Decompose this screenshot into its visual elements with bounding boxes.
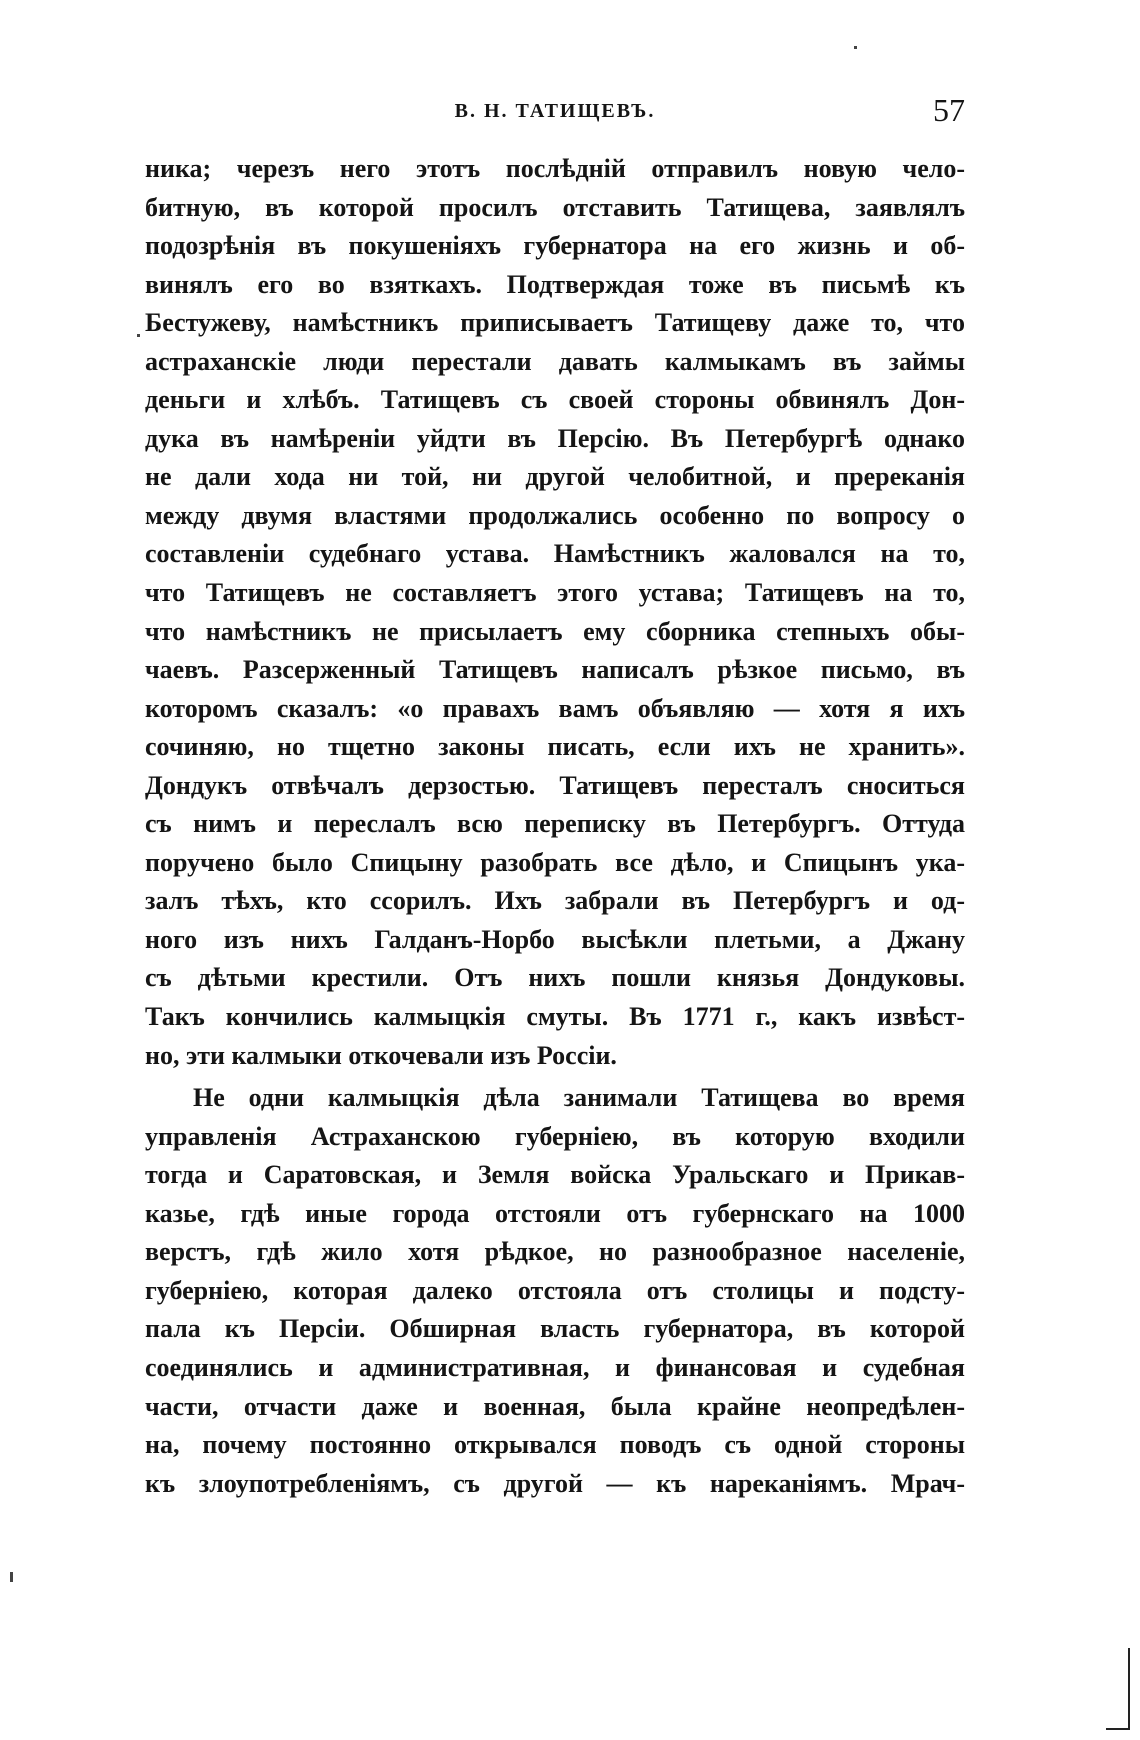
page-number: 57 [933,92,965,128]
paragraph-2 [145,1079,965,1503]
text-line: верстъ, гдѣ жило хотя рѣдкое, но разнообразное населеніе, [145,1237,965,1267]
text-line: Бестужеву, намѣстникъ приписываетъ Татищеву даже то, что [145,308,965,338]
running-head [145,92,965,132]
text-line: Не одни калмыцкія дѣла занимали Татищева во время [193,1083,965,1113]
text-line: которомъ сказалъ: «о правахъ вамъ объявляю — хотя я ихъ [145,693,965,723]
text-line: Такъ кончились калмыцкія смуты. Въ 1771 г., какъ извѣст- [145,1002,965,1032]
scan-speck [137,334,140,337]
text-line: что Татищевъ не составляетъ этого устава; Татищевъ на то, [145,578,965,608]
text-line: пала къ Персіи. Обширная власть губернатора, въ которой [145,1314,965,1344]
text-line: что намѣстникъ не присылаетъ ему сборника степныхъ обы- [145,616,965,646]
paragraph-1 [145,150,965,1075]
running-title: В. Н. ТАТИЩЕВЪ. [454,100,656,122]
text-line: ного изъ нихъ Галданъ-Норбо высѣкли плетьми, а Джану [145,924,965,954]
text-line: залъ тѣхъ, кто ссорилъ. Ихъ забрали въ Петербургъ и од- [145,886,965,916]
text-line: губерніею, которая далеко отстояла отъ столицы и подсту- [145,1275,965,1305]
text-line: подозрѣнія въ покушеніяхъ губернатора на его жизнь и об- [145,231,965,261]
text-line: части, отчасти даже и военная, была крайне неопредѣлен- [145,1391,965,1421]
text-line: сочиняю, но тщетно законы писать, если ихъ не хранить». [145,732,965,762]
text-line: къ злоупотребленіямъ, съ другой — къ нареканіямъ. Мрач- [145,1468,965,1498]
text-line: деньги и хлѣбъ. Татищевъ съ своей стороны обвинялъ Дон- [145,385,965,415]
scan-speck [854,46,857,49]
scan-corner-mark [1106,1648,1130,1730]
text-line: битную, въ которой просилъ отставить Татищева, заявлялъ [145,192,965,222]
text-line: Дондукъ отвѣчалъ дерзостью. Татищевъ пересталъ сноситься [145,770,965,800]
text-line: составленіи судебнаго устава. Намѣстникъ жаловался на то, [145,539,965,569]
text-line: ника; черезъ него этотъ послѣдній отправилъ новую чело- [145,154,965,183]
text-line: казье, гдѣ иные города отстояли отъ губернскаго на 1000 [145,1198,965,1228]
text-line: съ дѣтьми крестили. Отъ нихъ пошли князья Дондуковы. [145,963,965,993]
text-line: тогда и Саратовская, и Земля войска Уральскаго и Прикав- [145,1160,965,1190]
text-line: чаевъ. Разсерженный Татищевъ написалъ рѣзкое письмо, въ [145,655,965,685]
text-line: на, почему постоянно открывался поводъ съ одной стороны [145,1430,965,1460]
text-line: дука въ намѣреніи уйдти въ Персію. Въ Петербургѣ однако [145,423,965,453]
text-line: но, эти калмыки откочевали изъ Россіи. [145,1040,617,1070]
text-line: винялъ его во взяткахъ. Подтверждая тоже въ письмѣ къ [145,269,965,299]
text-line: поручено было Спицыну разобрать все дѣло, и Спицынъ ука- [145,847,965,877]
scan-speck [10,1572,13,1582]
text-line: астраханскіе люди перестали давать калмыкамъ въ займы [145,346,965,376]
text-line: соединялись и административная, и финансовая и судебная [145,1352,965,1382]
body-text [145,150,965,1503]
text-line: съ нимъ и переслалъ всю переписку въ Петербургъ. Оттуда [145,809,965,839]
text-line: управленія Астраханскою губерніею, въ которую входили [145,1121,965,1151]
text-line: между двумя властями продолжались особенно по вопросу о [145,500,965,530]
text-line: не дали хода ни той, ни другой челобитной, и пререканія [145,462,965,492]
